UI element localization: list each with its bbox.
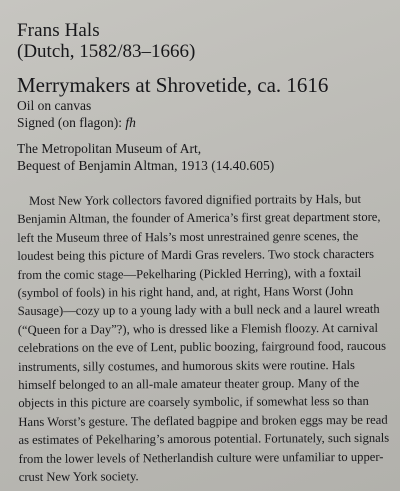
artwork-title: Merrymakers at Shrovetide, ca. 1616	[17, 73, 329, 97]
signature-prefix: Signed (on flagon):	[17, 115, 126, 130]
artwork-signature	[17, 114, 382, 131]
artist-name: Frans Hals	[17, 20, 100, 41]
artwork-medium: Oil on canvas	[17, 98, 92, 113]
artist-bio: (Dutch, 1582/83–1666)	[17, 41, 196, 62]
description-text: Most New York collectors favored dignified portraits by Hals, but Benjamin Altman, the founder of America’s first great department store, left the Museum three of Hals’s most unrestrained genre scenes, the loudest being this picture of Mardi Gras revelers. Two stock characters from the comic stage—Pekelharing (Pickled Herring), with a foxtail (symbol of fools) in his right hand, and, at right, Hans Worst (John Sausage)—cozy up to a young lady with a bull neck and a laurel wreath (“Queen for a Day”?), who is dressed like a Flemish floozy. At carnival celebrations on the eve of Lent, public boozing, fairground food, raucous instruments, silly costumes, and humorous skits were routine. Hals himself belonged to an all-male amateur theater group. Many of the objects in this picture are coarsely symbolic, if somewhat less so than Hans Worst’s gesture. The deflated bagpipe and broken eggs may be read as estimates of Pekelharing’s amorous potential. Fortunately, such signals from the lower levels of Netherlandish culture were unfamiliar to upper-crust New York society.	[17, 191, 390, 485]
museum-name: The Metropolitan Museum of Art,	[17, 141, 202, 156]
signature-mark: fh	[125, 115, 136, 130]
bequest-credit: Bequest of Benjamin Altman, 1913 (14.40.605)	[17, 158, 275, 173]
